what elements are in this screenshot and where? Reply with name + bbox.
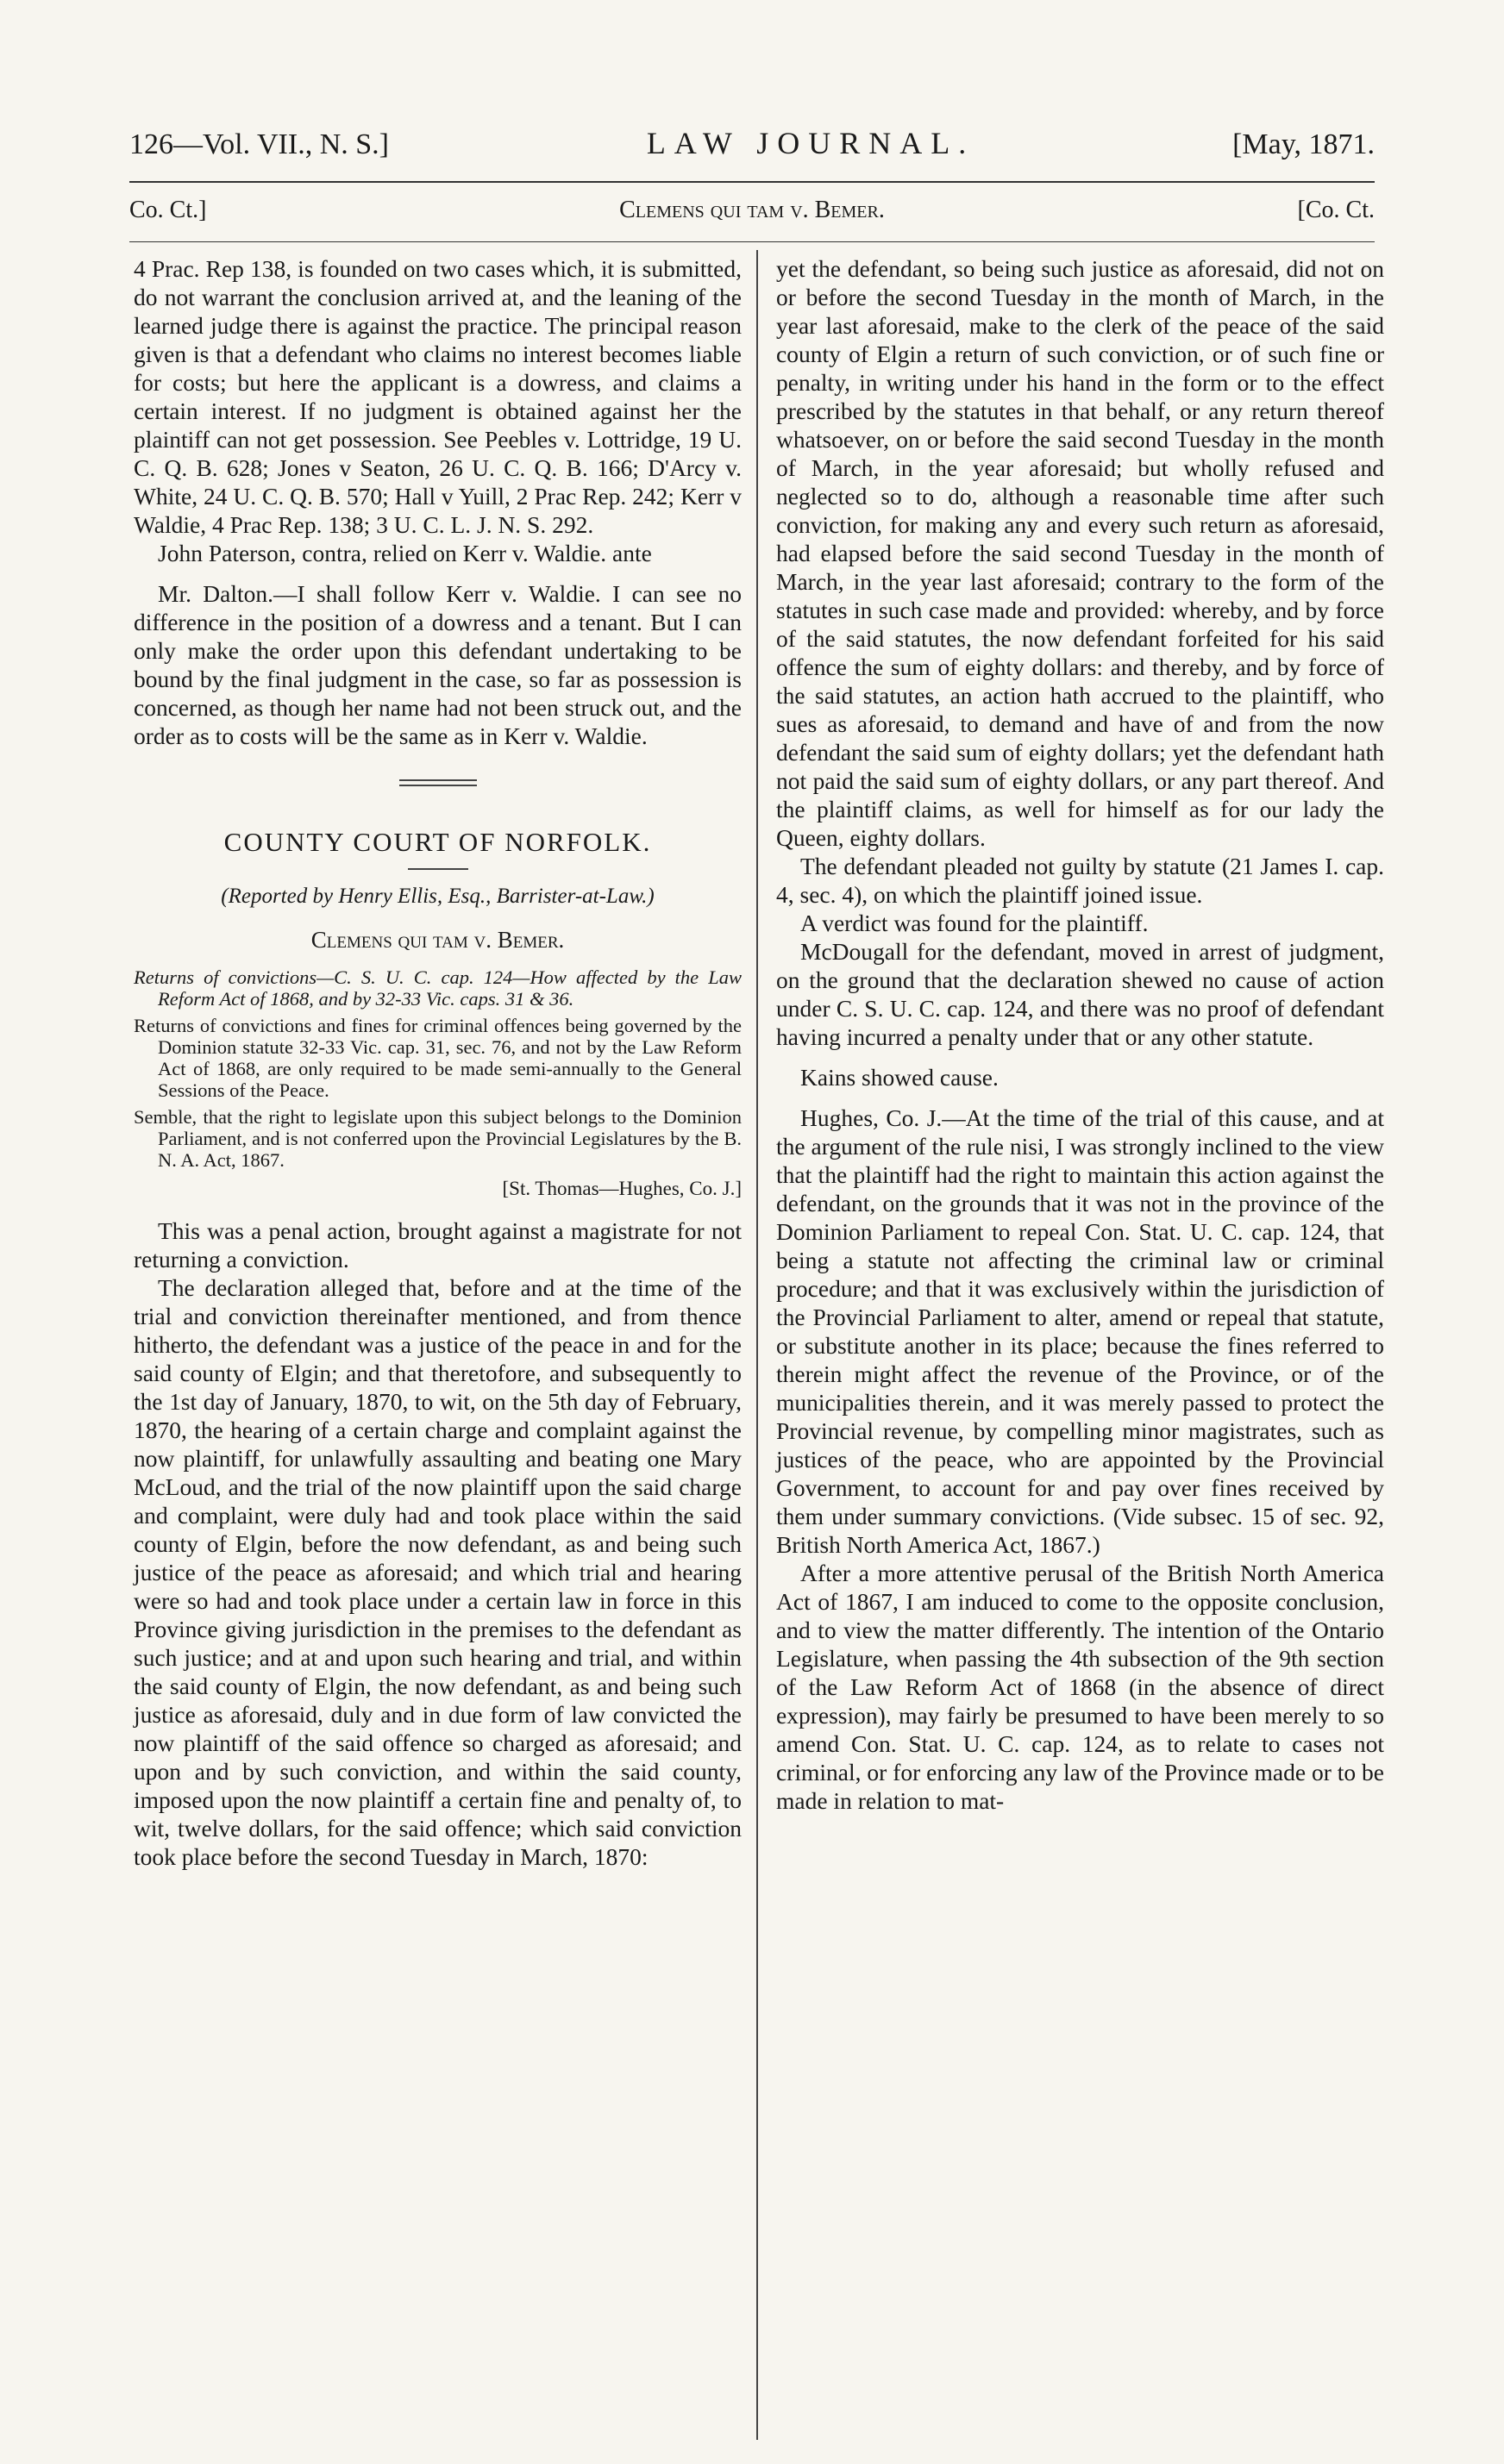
headnote-3: Semble, that the right to legislate upon this subject belongs to the Dominion Parliament, and is not conferred upon the Provincial Legislatures by the B. N. A. Act, 1867.	[134, 1106, 742, 1171]
right-paragraph-1: yet the defendant, so being such justice as aforesaid, did not on or before the second Tuesday in the month of March, in the year last aforesaid, make to the clerk of the peace of the said county of Elgin a return of such conviction, or of such fine or penalty, in writing under his hand in the form or to the effect prescribed by the statutes in that behalf, or any return thereof whatsoever, on or before the said second Tuesday in the month of March, in the year aforesaid; but wholly refused and neglected so to do, although a reasonable time after such conviction, for making any and every such return as aforesaid, had elapsed before the said second Tuesday in the month of March, in the year last aforesaid; contrary to the form of the statutes in such case made and provided: whereby, and by force of the said statutes, the now defendant forfeited for his said offence the sum of eighty dollars: and thereby, and by force of the said statutes, an action hath accrued to the plaintiff, who sues as aforesaid, to demand and have of and from the now defendant the said sum of eighty dollars; yet the defendant hath not paid the said sum of eighty dollars, or any part thereof. And the plaintiff claims, as well for himself as for our lady the Queen, eighty dollars.	[776, 255, 1384, 851]
right-paragraph-4: McDougall for the defendant, moved in arrest of judgment, on the ground that the declaration shewed no cause of action under C. S. U. C. cap. 124, and there was no proof of defendant having incurred a penalty under that or any other statute.	[776, 938, 1384, 1050]
subheader-rule	[129, 241, 1375, 242]
section-divider	[399, 779, 477, 786]
right-paragraph-7: After a more attentive perusal of the British North America Act of 1867, I am induced to come to the opposite conclusion, and to view the matter differently. The intention of the Ontario Legislature, when passing the 4th subsection of the 9th section of the Law Reform Act of 1868 (in the absence of direct expression), may fairly be presumed to have been merely to so amend Con. Stat. U. C. cap. 124, as to relate to cases not criminal, or for enforcing any law of the Province made or to be made in relation to mat-	[776, 1560, 1384, 1814]
court-heading: COUNTY COURT OF NORFOLK.	[223, 827, 652, 857]
running-header	[129, 125, 1375, 168]
right-paragraph-2: The defendant pleaded not guilty by statute (21 James I. cap. 4, sec. 4), on which the plaintiff joined issue.	[776, 853, 1384, 908]
left-paragraph-5: The declaration alleged that, before and at the time of the trial and conviction thereinafter mentioned, and from thence hitherto, the defendant was a justice of the peace in and for the said county of Elgin; and that theretofore, and subsequently to the 1st day of January, 1870, to wit, on the 5th day of February, 1870, the hearing of a certain charge and complaint against the now plaintiff, for unlawfully assaulting and beating one Mary McLoud, and the trial of the now plaintiff upon the said charge and complaint, were duly had and took place within the said county of Elgin, before the now defendant, as and being such justice of the peace as aforesaid; and which trial and hearing were so had and took place under a certain law in force in this Province giving jurisdiction in the premises to the defendant as such justice; and at and upon such hearing and trial, and within the said county of Elgin, the now defendant, as and being such justice as aforesaid, duly and in due form of law convicted the now plaintiff of the said offence so charged as aforesaid; and upon and by such conviction, and within the said county, imposed upon the now plaintiff a certain fine and penalty of, to wit, twelve dollars, for the said offence; which said conviction took place before the second Tuesday in March, 1870:	[134, 1274, 742, 1870]
left-column	[134, 254, 742, 1871]
court-citation: [St. Thomas—Hughes, Co. J.]	[502, 1178, 742, 1199]
left-paragraph-2: John Paterson, contra, relied on Kerr v. Waldie. ante	[158, 540, 652, 566]
right-paragraph-6: Hughes, Co. J.—At the time of the trial of this cause, and at the argument of the rule nisi, I was strongly inclined to the view that the plaintiff had the right to maintain this action against the defendant, on the grounds that it was not in the province of the Dominion Parliament to repeal Con. Stat. U. C. cap. 124, that being a statute not affecting the criminal law or criminal procedure; and that it was exclusively within the jurisdiction of the Provincial Parliament to alter, amend or repeal that statute, or substitute another in its place; because the fines referred to therein might affect the revenue of the Province, or of the municipalities therein, and it was merely passed to protect the Provincial revenue, by compelling minor magistrates, such as justices of the peace, who are appointed by the Provincial Government, to account for and pay over fines received by them under summary convictions. (Vide subsec. 15 of sec. 92, British North America Act, 1867.)	[776, 1104, 1384, 1558]
right-paragraph-3: A verdict was found for the plaintiff.	[800, 910, 1149, 936]
headnote-1: Returns of convictions—C. S. U. C. cap. 124—How affected by the Law Reform Act of 1868, and by 32-33 Vic. caps. 31 & 36.	[134, 966, 742, 1010]
header-rule	[129, 181, 1375, 183]
running-subheader	[129, 197, 1375, 231]
subheader-case-title: Clemens qui tam v. Bemer.	[619, 197, 885, 223]
right-paragraph-5: Kains showed cause.	[800, 1064, 999, 1091]
column-divider	[756, 250, 758, 2440]
headnote-2: Returns of convictions and fines for criminal offences being governed by the Dominion statute 32-33 Vic. cap. 31, sec. 76, and not by the Law Reform Act of 1868, are only required to be made semi-annually to the General Sessions of the Peace.	[134, 1015, 742, 1101]
left-paragraph-1: 4 Prac. Rep 138, is founded on two cases which, it is submitted, do not warrant the conclusion arrived at, and the leaning of the learned judge there is against the practice. The principal reason given is that a defendant who claims no interest becomes liable for costs; but here the applicant is a dowress, and claims a certain interest. If no judgment is obtained against her the plaintiff can not get possession. See Peebles v. Lottridge, 19 U. C. Q. B. 628; Jones v Seaton, 26 U. C. Q. B. 166; D'Arcy v. White, 24 U. C. Q. B. 570; Hall v Yuill, 2 Prac Rep. 242; Kerr v Waldie, 4 Prac Rep. 138; 3 U. C. L. J. N. S. 292.	[134, 255, 742, 538]
header-journal-title: LAW JOURNAL.	[646, 126, 975, 160]
court-heading-rule	[408, 868, 468, 870]
subheader-court-right: [Co. Ct.	[1297, 197, 1375, 223]
left-paragraph-3: Mr. Dalton.—I shall follow Kerr v. Waldie. I can see no difference in the position of a dowress and a tenant. But I can only make the order upon this defendant undertaking to be bound by the final judgment in the case, so far as possession is concerned, as though her name had not been struck out, and the order as to costs will be the same as in Kerr v. Waldie.	[134, 580, 742, 749]
right-column	[776, 254, 1384, 1815]
reporter-line: (Reported by Henry Ellis, Esq., Barrister-at-Law.)	[221, 885, 655, 908]
subheader-court-left: Co. Ct.]	[129, 197, 207, 223]
case-title: Clemens qui tam v. Bemer.	[310, 927, 565, 953]
header-volume: 126—Vol. VII., N. S.]	[129, 128, 389, 160]
left-paragraph-4: This was a penal action, brought against a magistrate for not returning a conviction.	[134, 1217, 742, 1273]
header-date: [May, 1871.	[1232, 128, 1375, 160]
